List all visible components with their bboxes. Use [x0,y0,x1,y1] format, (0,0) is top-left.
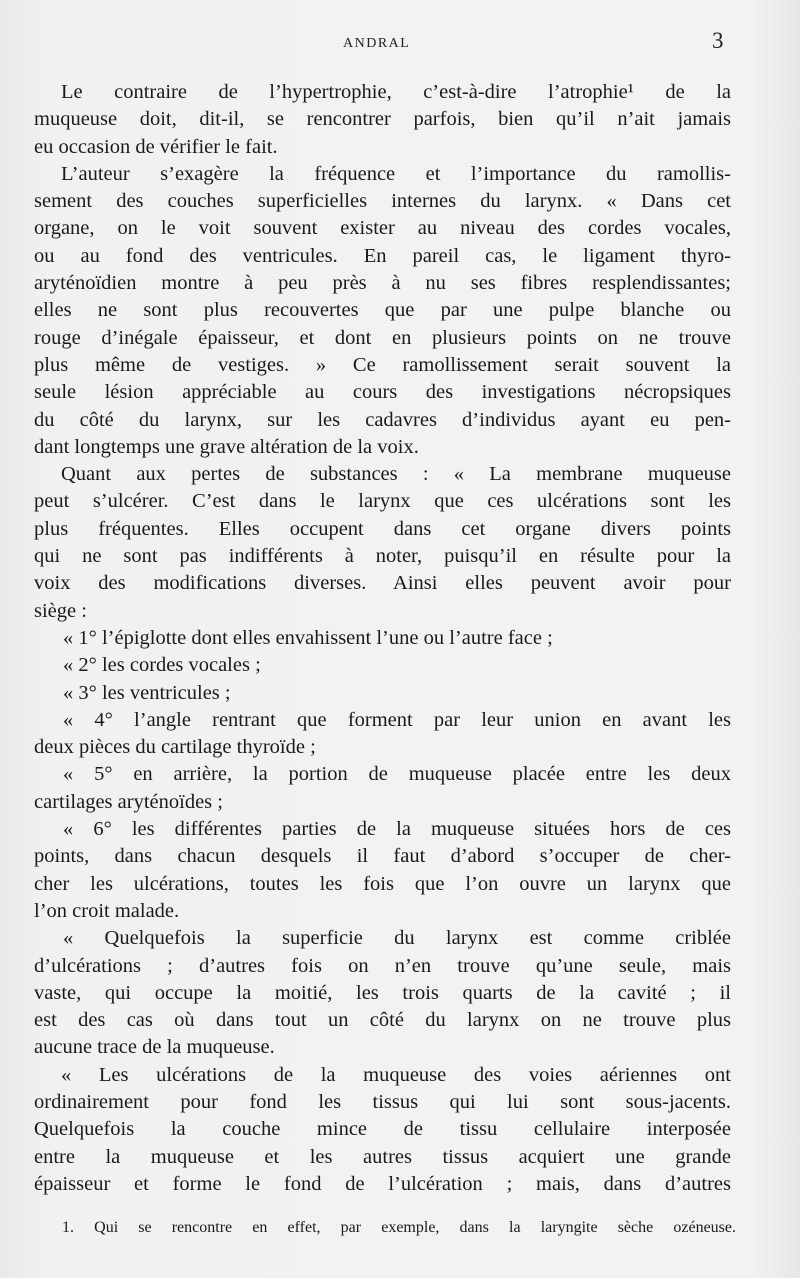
text-line: plus fréquentes. Elles occupent dans cet organe divers points [34,517,731,540]
text-line: « 6° les différentes parties de la muqueuse situées hors de ces [63,818,731,841]
body-text [34,79,731,1198]
text-line: d’ulcérations ; d’autres fois on n’en trouve qu’une seule, mais [34,954,731,977]
text-line: L’auteur s’exagère la fréquence et l’importance du ramollis- [61,162,731,185]
text-line: Le contraire de l’hypertrophie, c’est-à-dire l’atrophie¹ de la [61,81,731,103]
text-line: « 2° les cordes vocales ; [63,654,261,677]
text-line: aryténoïdien montre à peu près à nu ses fibres resplendissantes; [34,272,731,295]
text-line: aucune trace de la muqueuse. [34,1036,275,1059]
text-line: points, dans chacun desquels il faut d’abord s’occuper de cher- [34,845,731,868]
text-line: Quant aux pertes de substances : « La membrane muqueuse [61,463,731,486]
text-line: « 3° les ventricules ; [63,681,231,704]
text-line: deux pièces du cartilage thyroïde ; [34,736,316,759]
text-line: siège : [34,599,87,622]
text-line: « Les ulcérations de la muqueuse des voies aériennes ont [61,1063,731,1086]
text-line: « 4° l’angle rentrant que forment par leur union en avant les [63,708,731,731]
text-line: elles ne sont plus recouvertes que par une pulpe blanche ou [34,299,731,322]
text-line: Quelquefois la couche mince de tissu cellulaire interposée [34,1118,731,1141]
text-line: « 1° l’épiglotte dont elles envahissent l’une ou l’autre face ; [63,626,553,649]
footnote: 1. Qui se rencontre en effet, par exemple, dans la laryngite sèche ozéneuse. [62,1219,736,1236]
text-line: du côté du larynx, sur les cadavres d’individus ayant eu pen- [34,408,731,431]
text-line: seule lésion appréciable au cours des investigations nécropsiques [34,381,731,404]
text-line: plus même de vestiges. » Ce ramollissement serait souvent la [34,353,731,376]
text-line: « 5° en arrière, la portion de muqueuse placée entre les deux [63,763,731,786]
text-line: cher les ulcérations, toutes les fois que l’on ouvre un larynx que [34,872,731,895]
text-line: sement des couches superficielles internes du larynx. « Dans cet [34,190,731,213]
text-line: eu occasion de vérifier le fait. [34,135,278,158]
text-line: « Quelquefois la superficie du larynx est comme criblée [63,927,731,950]
text-line: entre la muqueuse et les autres tissus acquiert une grande [34,1145,731,1168]
page-number: 3 [712,28,724,53]
text-line: ordinairement pour fond les tissus qui lui sont sous-jacents. [34,1090,731,1113]
text-line: épaisseur et forme le fond de l’ulcération ; mais, dans d’autres [34,1172,731,1195]
text-line: qui ne sont pas indifférents à noter, puisqu’il en résulte pour la [34,545,731,568]
text-line: cartilages aryténoïdes ; [34,790,223,813]
running-title: ANDRAL [343,36,411,51]
text-line: voix des modifications diverses. Ainsi elles peuvent avoir pour [34,572,731,595]
text-line: organe, on le voit souvent exister au niveau des cordes vocales, [34,217,731,240]
text-line: peut s’ulcérer. C’est dans le larynx que ces ulcérations sont les [34,490,731,513]
text-line: l’on croit malade. [34,899,180,922]
text-line: muqueuse doit, dit-il, se rencontrer parfois, bien qu’il n’ait jamais [34,108,731,131]
text-line: dant longtemps une grave altération de la voix. [34,435,419,458]
text-line: rouge d’inégale épaisseur, et dont en plusieurs points on ne trouve [34,326,731,349]
text-line: vaste, qui occupe la moitié, les trois quarts de la cavité ; il [34,981,731,1004]
text-line: est des cas où dans tout un côté du larynx on ne trouve plus [34,1009,731,1032]
text-line: ou au fond des ventricules. En pareil cas, le ligament thyro- [34,244,731,267]
